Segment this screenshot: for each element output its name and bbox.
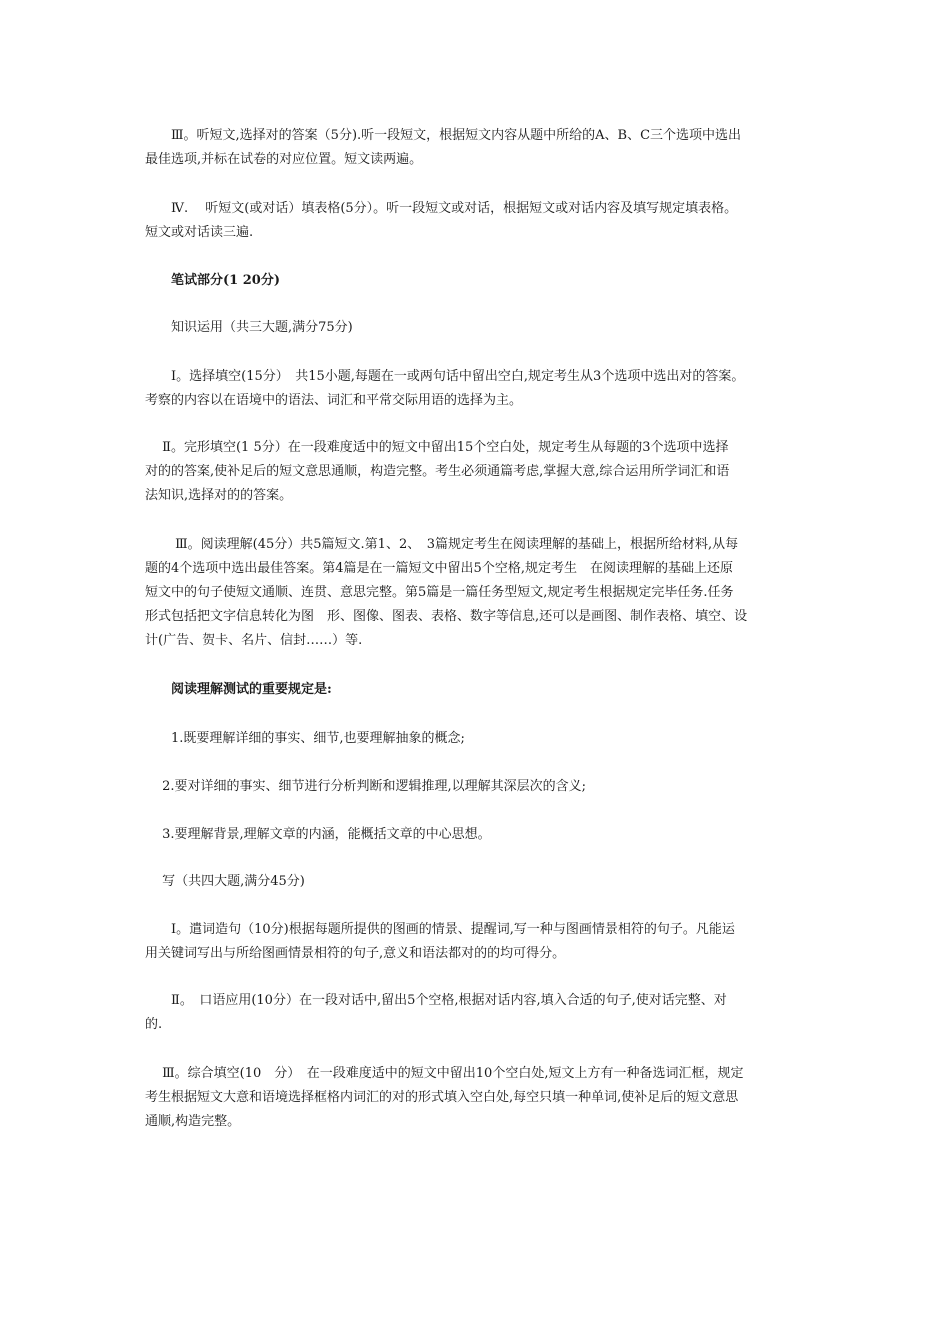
text-line: 2.要对详细的事实、细节进行分析判断和逻辑推理,以理解其深层次的含义; <box>145 779 587 794</box>
text-line: 法知识,选择对的的答案。 <box>145 488 293 503</box>
text-line: 计(广告、贺卡、名片、信封……）等. <box>145 633 363 648</box>
text-line: 对的的答案,使补足后的短文意思通顺，构造完整。考生必须通篇考虑,掌握大意,综合运用所学词汇和语 <box>145 464 730 479</box>
text-line: 通顺,构造完整。 <box>145 1114 241 1129</box>
text-line: 笔试部分(1 20分) <box>145 273 280 288</box>
text-line: Ⅲ。综合填空(10 分） 在一段难度适中的短文中留出10个空白处,短文上方有一种备选词汇框，规定 <box>145 1066 744 1081</box>
text-line: 3.要理解背景,理解文章的内涵，能概括文章的中心思想。 <box>145 827 491 842</box>
text-line: Ⅰ。遣词造句（10分)根据每题所提供的图画的情景、提醒词,写一种与图画情景相符的句子。凡能运 <box>145 922 735 937</box>
paragraph-comprehensive-fill <box>145 1062 815 1134</box>
text-line: 1.既要理解详细的事实、细节,也要理解抽象的概念; <box>145 731 465 746</box>
text-line: Ⅰ。选择填空(15分） 共15小题,每题在一或两句话中留出空白,规定考生从3个选项中选出对的答案。 <box>145 369 745 384</box>
text-line: Ⅳ. 听短文(或对话）填表格(5分）。听一段短文或对话，根据短文或对话内容及填写规定填表格。 <box>145 201 738 216</box>
text-line: 短文或对话读三遍. <box>145 225 254 240</box>
paragraph-oral-application <box>145 989 815 1037</box>
paragraph-sentence-building <box>145 918 815 966</box>
heading-writing <box>145 870 815 894</box>
text-line: 题的4个选项中选出最佳答案。第4篇是在一篇短文中留出5个空格,规定考生 在阅读理解的基础上还原 <box>145 561 733 576</box>
text-line: 形式包括把文字信息转化为图 形、图像、图表、表格、数字等信息,还可以是画图、制作表格、填空、设 <box>145 609 748 624</box>
text-line: 短文中的句子使短文通顺、连贯、意思完整。第5篇是一篇任务型短文,规定考生根据规定完毕任务.任务 <box>145 585 734 600</box>
list-item-requirement-3 <box>145 823 815 847</box>
text-line: Ⅲ。阅读理解(45分）共5篇短文.第1、2、 3篇规定考生在阅读理解的基础上，根据所给材料,从每 <box>145 537 739 552</box>
paragraph-cloze <box>145 436 815 508</box>
text-line: 知识运用（共三大题,满分75分) <box>145 320 353 335</box>
list-item-requirement-2 <box>145 775 815 799</box>
heading-reading-requirements <box>145 678 815 702</box>
text-line: 阅读理解测试的重要规定是: <box>145 682 332 697</box>
list-item-requirement-1 <box>145 727 815 751</box>
paragraph-listening-short-passage <box>145 124 815 172</box>
paragraph-listening-fill-table <box>145 197 815 245</box>
heading-written-part <box>145 269 815 293</box>
text-line: 用关键词写出与所给图画情景相符的句子,意义和语法都对的的均可得分。 <box>145 946 566 961</box>
text-line: Ⅲ。听短文,选择对的答案（5分).听一段短文，根据短文内容从题中所给的A、B、C三个选项中选出 <box>145 128 742 143</box>
paragraph-reading-comprehension <box>145 533 815 653</box>
text-line: 写（共四大题,满分45分) <box>145 874 305 889</box>
text-line: Ⅱ。 口语应用(10分）在一段对话中,留出5个空格,根据对话内容,填入合适的句子,使对话完整、对 <box>145 993 727 1008</box>
text-line: Ⅱ。完形填空(1 5分）在一段难度适中的短文中留出15个空白处，规定考生从每题的3个选项中选择 <box>145 440 729 455</box>
paragraph-multiple-choice <box>145 365 815 413</box>
text-line: 考察的内容以在语境中的语法、词汇和平常交际用语的选择为主。 <box>145 393 523 408</box>
text-line: 的. <box>145 1017 163 1032</box>
text-line: 考生根据短文大意和语境选择框格内词汇的对的形式填入空白处,每空只填一种单词,使补足后的短文意思 <box>145 1090 739 1105</box>
text-line: 最佳选项,并标在试卷的对应位置。短文读两遍。 <box>145 152 423 167</box>
heading-knowledge-use <box>145 316 815 340</box>
